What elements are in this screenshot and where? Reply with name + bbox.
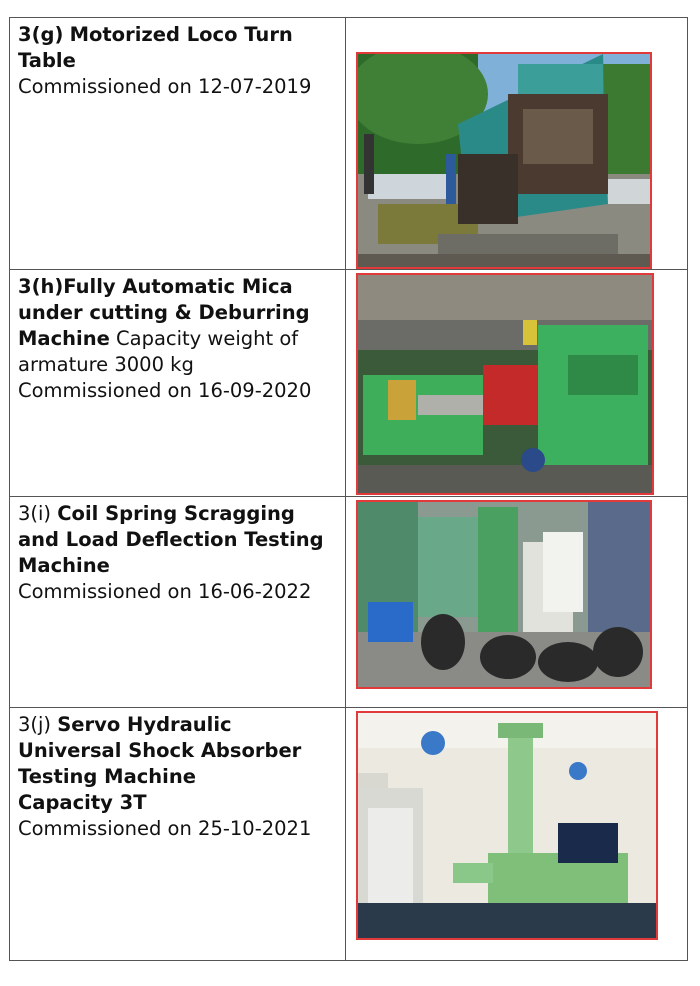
item-capacity: Capacity 3T [18,791,147,814]
photo-cell [346,497,688,708]
item-prefix: 3(g) [18,23,64,46]
item-prefix: 3(h) [18,275,64,298]
photo-cell [346,18,688,270]
item-detail: Capacity weight of armature 3000 kg [18,327,299,376]
item-prefix: 3(i) [18,502,52,525]
item-prefix: 3(j) [18,713,52,736]
commissioned-date: Commissioned on 16-06-2022 [18,580,312,603]
mica-undercutting-machine-photo [356,273,654,495]
table-row [10,270,688,497]
commissioned-date: Commissioned on 16-09-2020 [18,379,312,402]
table-row [10,18,688,270]
commissioned-date: Commissioned on 25-10-2021 [18,817,312,840]
shock-absorber-testing-machine-photo [356,711,658,940]
table-row [10,497,688,708]
photo-cell [346,708,688,961]
description-cell [10,18,346,270]
item-title: Servo Hydraulic Universal Shock Absorber Testing Machine [18,713,302,788]
item-title: Coil Spring Scragging and Load Deflection Testing Machine [18,502,324,577]
table-row [10,708,688,961]
item-title: Motorized Loco Turn Table [18,23,293,72]
description-cell [10,270,346,497]
commissioned-date: Commissioned on 12-07-2019 [18,75,312,98]
item-title: Fully Automatic Mica under cutting & Deburring Machine [18,275,310,350]
photo-cell [346,270,688,497]
coil-spring-testing-machine-photo [356,500,652,689]
description-cell [10,497,346,708]
description-cell [10,708,346,961]
loco-turntable-photo [356,52,652,269]
equipment-table [9,17,688,961]
